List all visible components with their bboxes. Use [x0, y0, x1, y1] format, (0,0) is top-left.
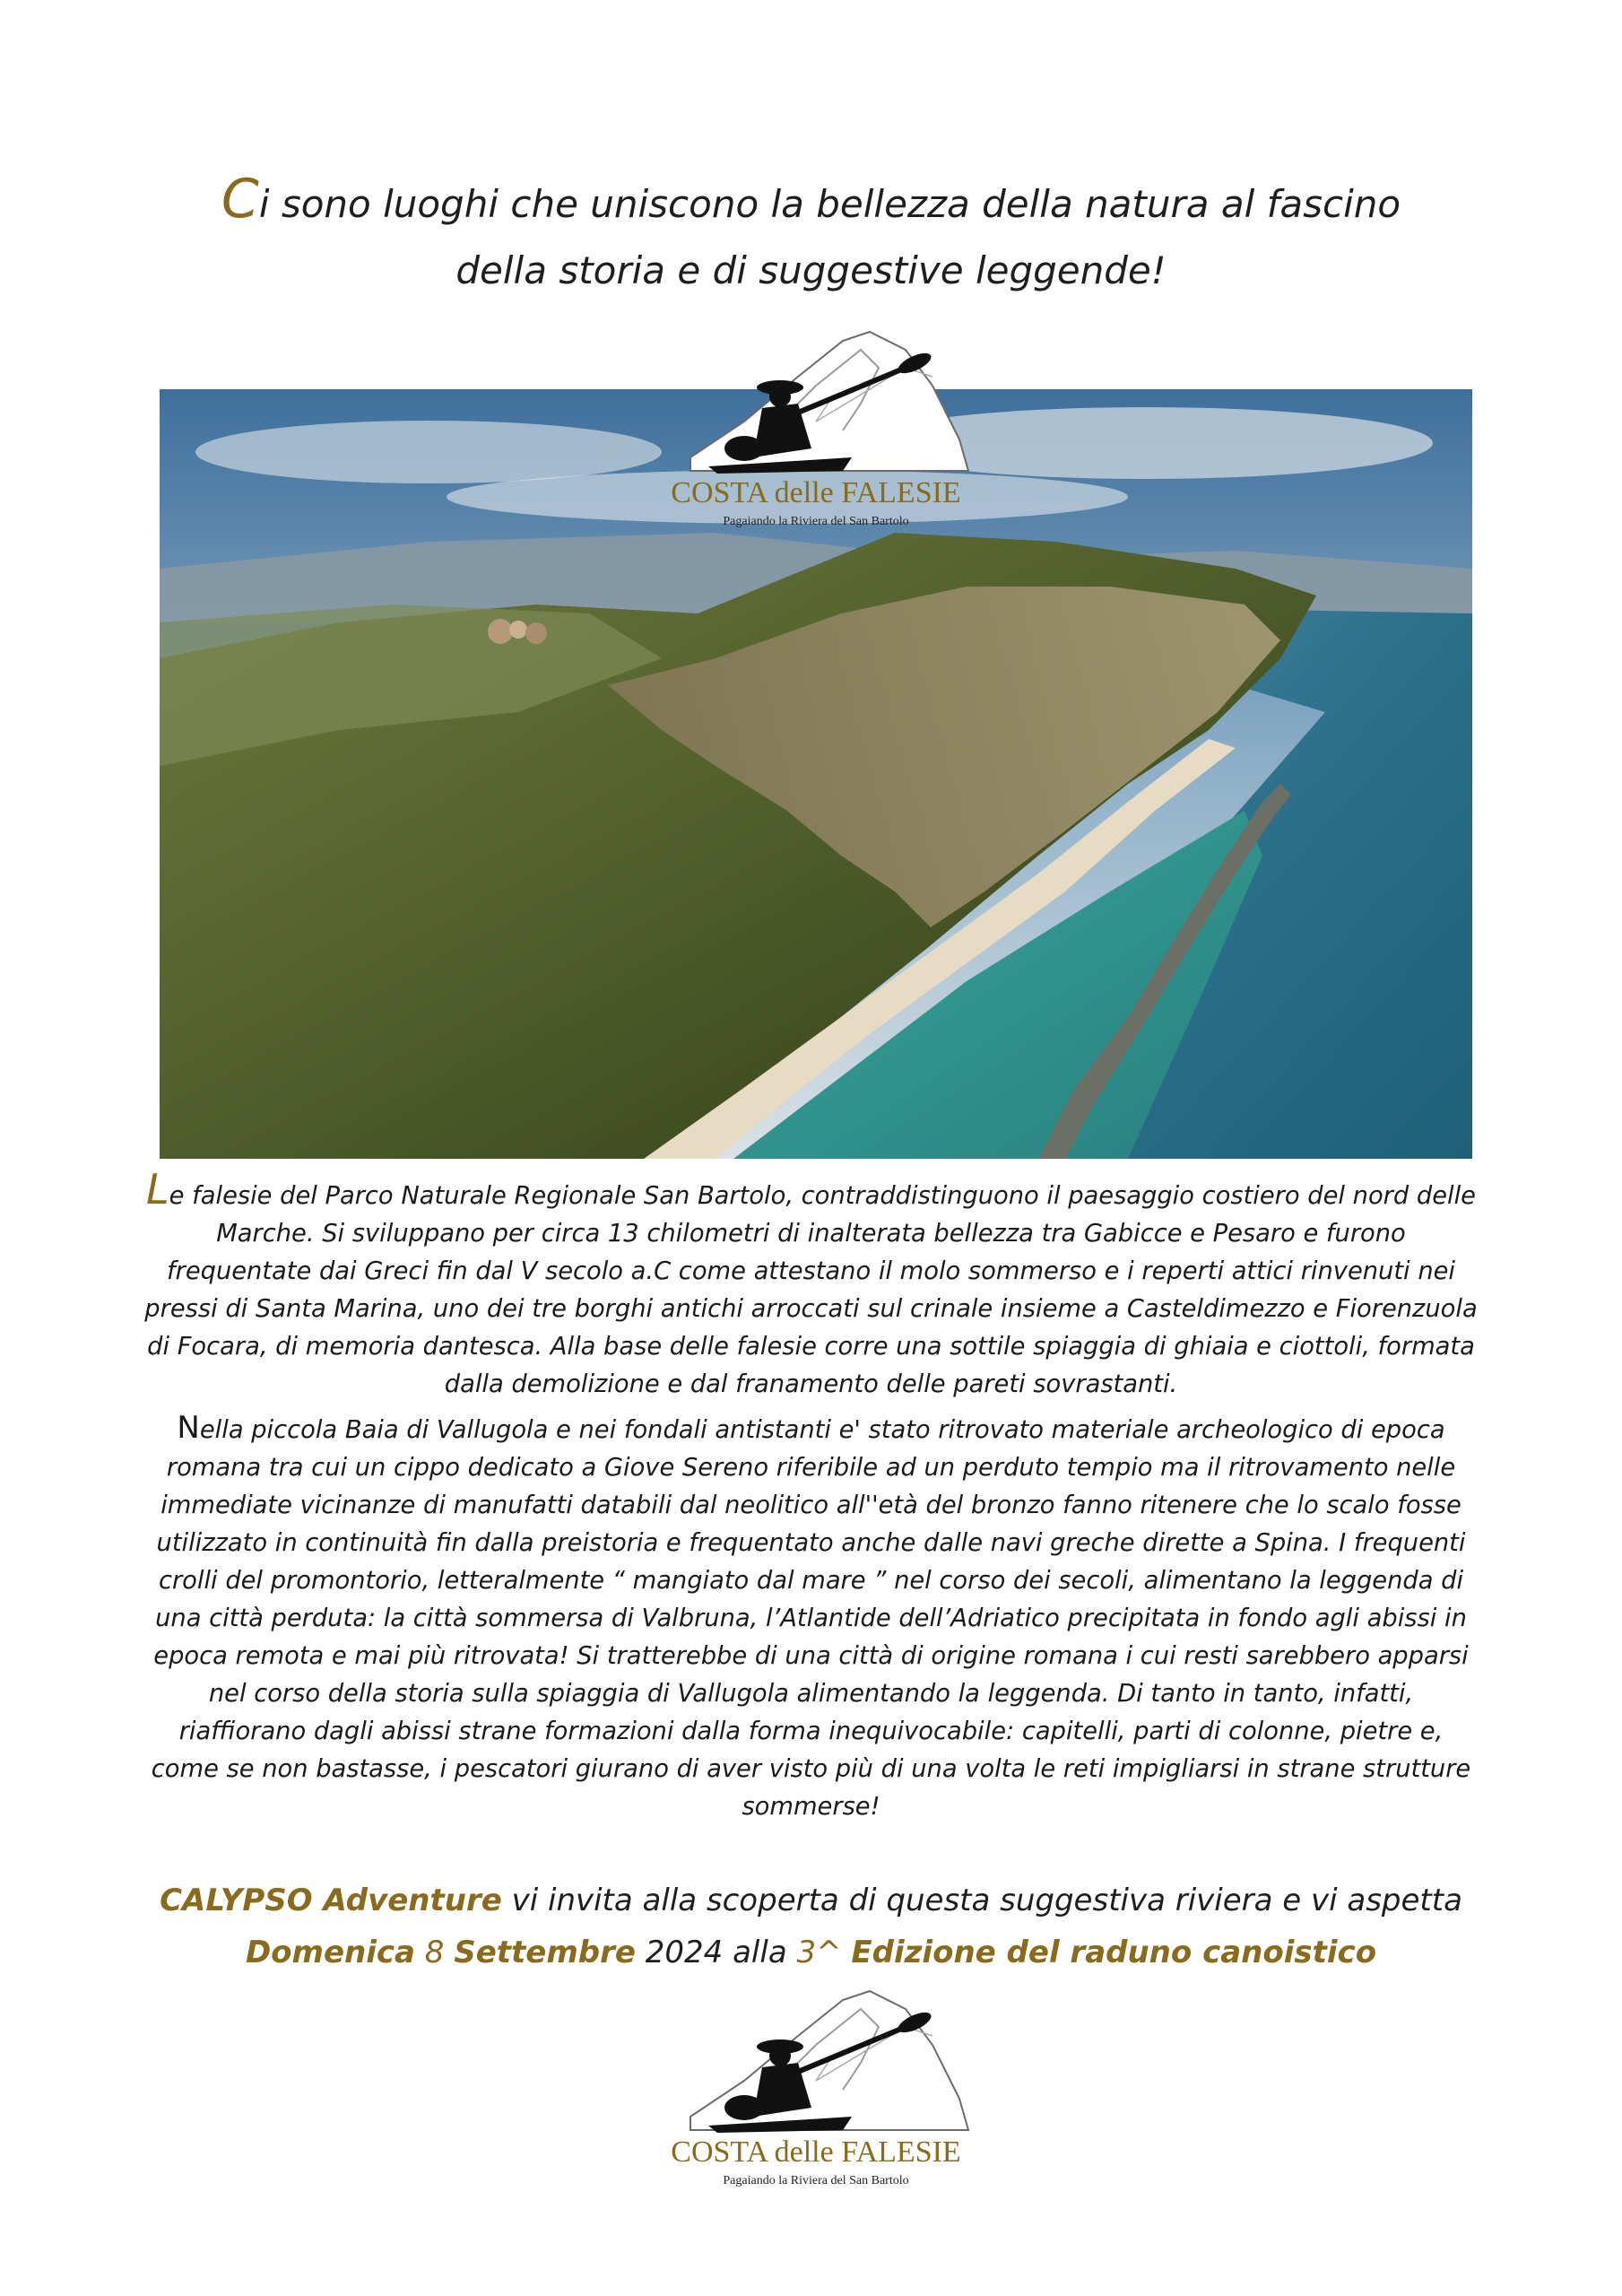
kayaker-logo-icon-bottom: [637, 1973, 995, 2206]
brand-name: CALYPSO Adventure: [160, 1883, 502, 1918]
edition-text: Edizione del raduno canoistico: [851, 1935, 1377, 1970]
event-month: Settembre: [454, 1935, 636, 1970]
headline: [179, 166, 1443, 304]
headline-line-1: [179, 166, 1443, 238]
headline-drop-cap: C: [221, 168, 259, 230]
invitation-line-2: [126, 1926, 1496, 1979]
costa-delle-falesie-logo-bottom: [637, 1973, 995, 2206]
headline-line-2: della storia e di suggestive leggende!: [455, 248, 1167, 292]
logo-subtitle: Pagaiando la Riviera del San Bartolo: [723, 515, 909, 528]
event-day: Domenica: [245, 1935, 415, 1970]
body-text: [143, 1165, 1479, 1826]
event-date-number: 8: [424, 1935, 445, 1970]
kayaker-logo-icon: [637, 314, 995, 547]
edition-number: 3^: [796, 1935, 842, 1970]
paragraph-2-text: ella piccola Baia di Vallugola e nei fondali antistanti e' stato ritrovato materiale archeologico di epoca romana tra cui un cippo dedicato a Giove Sereno riferibile ad un perduto tempio ma il ritrovamento nelle immediate vicinanze di manufatti databili dal neolitico all''età del bronzo fanno ritenere che lo scalo fosse utilizzato in continuità fin dalla preistoria e frequentato anche dalle navi greche dirette a Spina. I frequenti crolli del promontorio, letteralmente “ mangiato dal mare ” nel corso dei secoli, alimentano la leggenda di una città perduta: la città sommersa di Valbruna, l’Atlantide dell’Adriatico precipitata in fondo agli abissi in epoca remota e mai più ritrovata! Si tratterebbe di una città di origine romana i cui resti sarebbero apparsi nel corso della storia sulla spiaggia di Vallugola alimentando la leggenda. Di tanto in tanto, infatti, riaffiorano dagli abissi strane formazioni dalla forma inequivocabile: capitelli, parti di colonne, pietre e, come se non bastasse, i pescatori giurano di aver visto più di una volta le reti impigliarsi in strane strutture sommerse!: [151, 1416, 1471, 1821]
costa-delle-falesie-logo-top: [637, 314, 995, 547]
logo-title: COSTA delle FALESIE: [671, 476, 961, 509]
logo-subtitle-bottom: Pagaiando la Riviera del San Bartolo: [723, 2174, 909, 2187]
paragraph-1-drop-cap: L: [146, 1165, 169, 1213]
paragraph-falesie: [143, 1165, 1479, 1404]
invitation-line-1: [126, 1874, 1496, 1926]
paragraph-vallugola: [143, 1409, 1479, 1826]
headline-line-1-text: i sono luoghi che uniscono la bellezza della natura al fascino: [258, 182, 1401, 226]
logo-title-bottom: COSTA delle FALESIE: [671, 2135, 961, 2169]
event-year-text: 2024 alla: [645, 1935, 787, 1970]
paragraph-2-drop-cap: N: [177, 1410, 200, 1446]
paragraph-1-text: e falesie del Parco Naturale Regionale San Bartolo, contraddistinguono il paesaggio costiero del nord delle Marche. Si sviluppano per circa 13 chilometri di inalterata bellezza tra Gabicce e Pesaro e furono frequentate dai Greci fin dal V secolo a.C come attestano il molo sommerso e i reperti attici rinvenuti nei pressi di Santa Marina, uno dei tre borghi antichi arroccati sul crinale insieme a Casteldimezzo e Fiorenzuola di Focara, di memoria dantesca. Alla base delle falesie corre una sottile spiaggia di ghiaia e ciottoli, formata dalla demolizione e dal franamento delle pareti sovrastanti.: [144, 1182, 1478, 1398]
invitation: [126, 1874, 1496, 1979]
invitation-line-1-text: vi invita alla scoperta di questa suggestiva riviera e vi aspetta: [501, 1883, 1462, 1918]
